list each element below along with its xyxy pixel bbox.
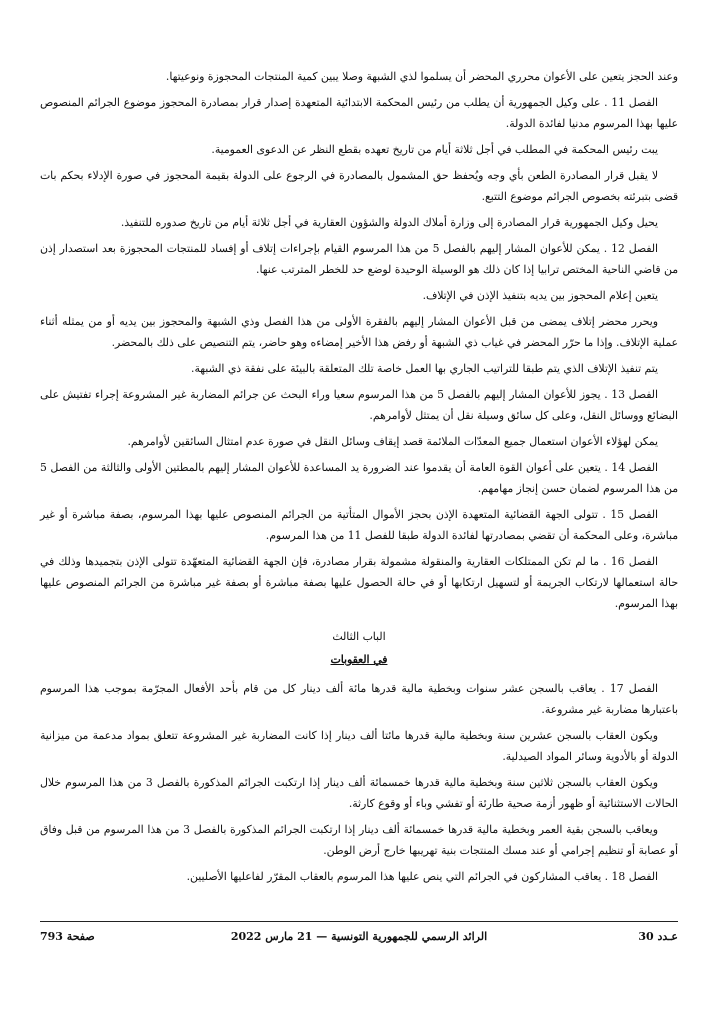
paragraph: يحيل وكيل الجمهورية قرار المصادرة إلى وزارة أملاك الدولة والشؤون العقارية في أجل ثلاثة أيام من تاريخ صدوره للتنفيذ. bbox=[120, 216, 658, 229]
paragraph: يبت رئيس المحكمة في المطلب في أجل ثلاثة أيام من تاريخ تعهده بقطع النظر عن الدعوى العمومية. bbox=[211, 143, 658, 156]
paragraph: يتعين إعلام المحجوز بين يديه بتنفيذ الإذن في الإتلاف. bbox=[422, 289, 658, 302]
paragraph: الفصل 18 . يعاقب المشاركون في الجرائم التي ينص عليها هذا المرسوم بالعقاب المقرّر لفاعليها الأصليين. bbox=[186, 870, 658, 883]
paragraph: لا يقبل قرار المصادرة الطعن بأي وجه ويُحفظ حق المشمول بالمصادرة في الرجوع على الدولة بقيمة المحجوز في صورة الإدلاء بحكم بات قضى بتبرئته بخصوص الجرائم موضوع التتبع. bbox=[40, 169, 678, 203]
paragraph: الفصل 17 . يعاقب بالسجن عشر سنوات وبخطية مالية قدرها مائة ألف دينار كل من قام بأحد الأفعال المجرّمة بموجب هذا المرسوم باعتبارها مضاربة غير مشروعة. bbox=[40, 682, 678, 716]
paragraph: الفصل 15 . تتولى الجهة القضائية المتعهدة الإذن بحجز الأموال المتأتية من الجرائم المنصوص عليها بهذا المرسوم، بصفة مباشرة أو غير مباشرة، وعلى المحكمة أن تقضي بمصادرتها لفائدة الدولة طبقا للفصل 11 من هذا المرسوم. bbox=[40, 508, 678, 542]
footer-divider bbox=[40, 921, 678, 922]
paragraph: الفصل 12 . يمكن للأعوان المشار إليهم بالفصل 5 من هذا المرسوم القيام بإجراءات إتلاف أو إفساد للمنتجات المحجوزة بعد استصدار إذن من قاضي الناحية المختص ترابيا إذا كان ذلك هو الوسيلة الوحيدة لوضع حد للخطر المترتب عنها. bbox=[40, 242, 678, 276]
paragraph: يتم تنفيذ الإتلاف الذي يتم طبقا للتراتيب الجاري بها العمل خاصة تلك المتعلقة بالبيئة على نفقة ذي الشبهة. bbox=[191, 362, 658, 375]
page-footer bbox=[40, 930, 678, 950]
page-number: صفحة 793 bbox=[40, 930, 95, 943]
document-body bbox=[40, 66, 678, 892]
paragraph: الفصل 13 . يجوز للأعوان المشار إليهم بالفصل 5 من هذا المرسوم سعيا وراء البحث عن جرائم المضاربة غير المشروعة إجراء تفتيش على البضائع ووسائل النقل، وعلى كل سائق وسيلة نقل أن يمتثل لأوامرهم. bbox=[40, 388, 678, 422]
paragraph: الفصل 11 . على وكيل الجمهورية أن يطلب من رئيس المحكمة الابتدائية المتعهدة إصدار قرار بمصادرة المحجوز موضوع الجرائم المنصوص عليها بهذا المرسوم مدنيا لفائدة الدولة. bbox=[40, 96, 678, 130]
paragraph: وعند الحجز يتعين على الأعوان محرري المحضر أن يسلموا لذي الشبهة وصلا يبين كمية المنتجات المحجوزة ونوعيتها. bbox=[165, 70, 678, 83]
paragraph: يمكن لهؤلاء الأعوان استعمال جميع المعدّات الملائمة قصد إيقاف وسائل النقل في صورة عدم امتثال السائقين لأوامرهم. bbox=[127, 435, 658, 448]
paragraph: ويكون العقاب بالسجن ثلاثين سنة وبخطية مالية قدرها خمسمائة ألف دينار إذا ارتكبت الجرائم المذكورة بالفصل 3 من هذا المرسوم خلال الحالات الاستثنائية أو ظهور أزمة صحية طارئة أو تفشي وباء أو وقوع كارثة. bbox=[40, 776, 678, 810]
issue-number: عـدد 30 bbox=[638, 930, 678, 943]
chapter-label: الباب الثالث bbox=[332, 630, 386, 643]
section-heading: في العقوبات bbox=[330, 653, 388, 666]
paragraph: الفصل 16 . ما لم تكن الممتلكات العقارية والمنقولة مشمولة بقرار مصادرة، فإن الجهة القضائية المتعهّدة تتولى الإذن بتجميدها وذلك في حالة استعمالها لارتكاب الجريمة أو لتسهيل ارتكابها أو في حالة الحصول عليها بصفة مباشرة أو بصفة غير مباشرة من الجرائم المنصوص عليها بهذا المرسوم. bbox=[40, 555, 678, 610]
paragraph: ويعاقب بالسجن بقية العمر وبخطية مالية قدرها خمسمائة ألف دينار إذا ارتكبت الجرائم المذكورة بالفصل 3 من هذا المرسوم من قبل وفاق أو عصابة أو تنظيم إجرامي أو عند مسك المنتجات بنية تهريبها خارج أرض الوطن. bbox=[40, 823, 678, 857]
paragraph: ويكون العقاب بالسجن عشرين سنة وبخطية مالية قدرها مائتا ألف دينار إذا كانت المضاربة غير المشروعة تتعلق بمواد مدعمة من ميزانية الدولة أو بالأدوية وسائر المواد الصيدلية. bbox=[40, 729, 678, 763]
journal-title-date: الرائد الرسمي للجمهورية التونسية — 21 مارس 2022 bbox=[230, 930, 488, 943]
paragraph: الفصل 14 . يتعين على أعوان القوة العامة أن يقدموا عند الضرورة يد المساعدة للأعوان المشار إليهم بالمطتين الأولى والثالثة من الفصل 5 من هذا المرسوم لضمان حسن إنجاز مهامهم. bbox=[40, 461, 678, 495]
paragraph: ويحرر محضر إتلاف يمضى من قبل الأعوان المشار إليهم بالفقرة الأولى من هذا الفصل وذي الشبهة والمحجوز بين يديه أو من يمثله أثناء عملية الإتلاف. وإذا ما حرّر المحضر في غياب ذي الشبهة أو رفض هذا الأخير إمضاءه وهو حاضر، يتم التنصيص على ذلك بالمحضر. bbox=[40, 315, 678, 349]
